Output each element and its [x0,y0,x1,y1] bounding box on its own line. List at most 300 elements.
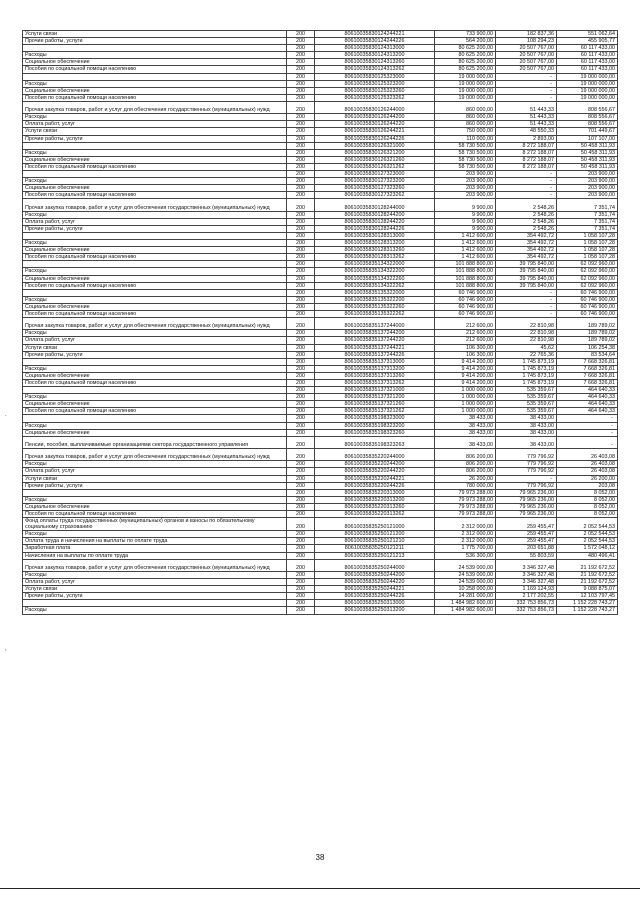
row-kbk-cell: 80610035835134322200 [315,268,435,275]
row-plan-cell: 806 200,00 [435,468,496,475]
row-kbk-cell: 80610035830124244221 [315,31,435,38]
row-code-cell: 200 [287,135,315,142]
row-code-cell: 200 [287,496,315,503]
table-body [23,31,618,615]
row-kbk-cell: 80610035835137321262 [315,408,435,415]
row-plan-cell: 1 484 982 600,00 [435,600,496,607]
row-code-cell: 200 [287,380,315,387]
row-name-cell: Пособия по социальной помощи населению [23,310,287,317]
table-row [23,121,618,128]
row-plan-cell: 203 900,00 [435,192,496,199]
row-name-cell: Начисления на выплаты по оплате труда [23,552,287,559]
row-kbk-cell: 80610035830128313262 [315,254,435,261]
row-rest-cell: 808 556,67 [557,114,618,121]
table-row [23,128,618,135]
row-done-cell: 51 443,33 [496,101,557,113]
table-row [23,365,618,372]
row-rest-cell: 60 746 900,00 [557,303,618,310]
table-row [23,185,618,192]
table-row [23,607,618,614]
row-rest-cell: 455 905,77 [557,38,618,45]
row-rest-cell: 7 351,74 [557,218,618,225]
row-done-cell: 38 433,00 [496,429,557,436]
row-done-cell: 259 455,47 [496,531,557,538]
row-name-cell: Расходы [23,461,287,468]
row-code-cell: 200 [287,365,315,372]
row-plan-cell: 1 412 600,00 [435,240,496,247]
row-code-cell: 200 [287,101,315,113]
table-row [23,225,618,232]
row-code-cell: 200 [287,199,315,211]
row-kbk-cell: 80610035830128313260 [315,247,435,254]
row-code-cell: 200 [287,261,315,268]
row-rest-cell: 1 058 107,28 [557,240,618,247]
row-done-cell: 79 965 236,00 [496,489,557,496]
row-name-cell: Социальное обеспечение [23,429,287,436]
row-name-cell: Оплата труда и начисления на выплаты по оплате труда [23,538,287,545]
row-rest-cell: 203,08 [557,482,618,489]
row-name-cell: Расходы [23,211,287,218]
row-done-cell: 79 965 236,00 [496,496,557,503]
table-row [23,156,618,163]
row-plan-cell: 24 539 000,00 [435,571,496,578]
row-code-cell: 200 [287,518,315,531]
row-code-cell: 200 [287,178,315,185]
row-code-cell: 200 [287,344,315,351]
row-rest-cell: 60 746 900,00 [557,289,618,296]
row-name-cell: Расходы [23,240,287,247]
row-plan-cell: 203 900,00 [435,178,496,185]
row-plan-cell: 79 973 288,00 [435,511,496,518]
row-plan-cell: 806 200,00 [435,449,496,461]
row-kbk-cell: 80610035835250121200 [315,531,435,538]
row-code-cell: 200 [287,275,315,282]
row-rest-cell: 19 000 000,00 [557,80,618,87]
row-code-cell: 200 [287,114,315,121]
row-name-cell: Расходы [23,365,287,372]
row-rest-cell: 7 668 326,81 [557,380,618,387]
row-kbk-cell: 80610035835250244221 [315,586,435,593]
table-row [23,310,618,317]
table-row [23,142,618,149]
row-done-cell: 259 455,47 [496,518,557,531]
row-kbk-cell: 80610035830127323200 [315,178,435,185]
row-done-cell: 535 359,67 [496,401,557,408]
table-row [23,538,618,545]
row-kbk-cell: 80610035830124313262 [315,66,435,73]
row-kbk-cell: 80610035835198323260 [315,429,435,436]
row-done-cell: 3 346 327,48 [496,559,557,571]
row-code-cell: 200 [287,128,315,135]
row-done-cell: 108 294,23 [496,38,557,45]
table-row [23,66,618,73]
row-done-cell: 8 272 188,07 [496,142,557,149]
row-done-cell: 1 745 873,19 [496,358,557,365]
row-name-cell [23,170,287,177]
row-plan-cell: 14 281 000,00 [435,593,496,600]
row-kbk-cell: 80610035835250313000 [315,600,435,607]
row-code-cell: 200 [287,268,315,275]
table-row [23,579,618,586]
table-row [23,135,618,142]
row-rest-cell: 203 900,00 [557,185,618,192]
table-row [23,296,618,303]
row-name-cell: Оплата работ, услуг [23,121,287,128]
row-done-cell: 1 745 873,19 [496,380,557,387]
row-kbk-cell: 80610035835198323263 [315,436,435,448]
row-done-cell: 535 359,67 [496,408,557,415]
row-done-cell: 51 443,33 [496,121,557,128]
row-plan-cell: 9 900,00 [435,218,496,225]
row-kbk-cell: 80610035835135322260 [315,303,435,310]
row-done-cell: 354 492,72 [496,232,557,239]
row-rest-cell: 19 000 000,00 [557,87,618,94]
row-code-cell: 200 [287,52,315,59]
row-name-cell: Расходы [23,330,287,337]
row-code-cell: 200 [287,282,315,289]
row-done-cell: 51 443,33 [496,114,557,121]
row-rest-cell: 60 117 433,00 [557,52,618,59]
row-name-cell: Расходы [23,114,287,121]
row-kbk-cell: 80610035835134322000 [315,261,435,268]
row-done-cell: 535 359,67 [496,394,557,401]
row-done-cell: 779 796,92 [496,461,557,468]
table-row [23,489,618,496]
row-name-cell: Пособия по социальной помощи населению [23,66,287,73]
row-done-cell: - [496,296,557,303]
table-row [23,559,618,571]
table-row [23,247,618,254]
row-rest-cell: 7 351,74 [557,211,618,218]
row-code-cell: 200 [287,511,315,518]
table-row [23,59,618,66]
row-rest-cell: 7 668 326,81 [557,358,618,365]
row-plan-cell: 1 412 600,00 [435,247,496,254]
row-name-cell: Прочая закупка товаров, работ и услуг для обеспечения государственных (муниципальных) нужд [23,449,287,461]
row-done-cell: 22 810,98 [496,337,557,344]
row-code-cell: 200 [287,545,315,552]
row-code-cell: 200 [287,415,315,422]
row-name-cell: Оплата работ, услуг [23,579,287,586]
row-code-cell: 200 [287,254,315,261]
row-code-cell: 200 [287,310,315,317]
row-done-cell: 2 177 202,55 [496,593,557,600]
row-rest-cell: 8 052,00 [557,489,618,496]
row-code-cell: 200 [287,482,315,489]
row-name-cell [23,387,287,394]
table-row [23,586,618,593]
row-name-cell [23,358,287,365]
row-plan-cell: 19 000 000,00 [435,73,496,80]
table-row [23,163,618,170]
row-kbk-cell: 80610035835220244221 [315,475,435,482]
table-row [23,268,618,275]
page-number: 38 [315,853,325,862]
row-name-cell: Прочие работы, услуги [23,225,287,232]
table-row [23,394,618,401]
row-rest-cell: 62 092 960,00 [557,261,618,268]
row-plan-cell: 80 625 200,00 [435,45,496,52]
row-done-cell: 39 795 840,00 [496,261,557,268]
row-rest-cell: 203 900,00 [557,178,618,185]
row-plan-cell: 9 414 200,00 [435,372,496,379]
row-code-cell: 200 [287,296,315,303]
table-row [23,415,618,422]
row-code-cell: 200 [287,185,315,192]
row-code-cell: 200 [287,607,315,614]
row-plan-cell: 101 888 800,00 [435,275,496,282]
table-row [23,261,618,268]
row-name-cell: Пенсии, пособия, выплачиваемые организациями сектора государственного управления [23,436,287,448]
row-name-cell: Пособия по социальной помощи населению [23,94,287,101]
row-name-cell: Расходы [23,394,287,401]
row-name-cell [23,261,287,268]
row-code-cell: 200 [287,422,315,429]
table-row [23,149,618,156]
row-plan-cell: 212 600,00 [435,330,496,337]
row-rest-cell: 107 107,00 [557,135,618,142]
row-done-cell: 779 796,92 [496,449,557,461]
row-kbk-cell: 80610035830125323260 [315,87,435,94]
row-done-cell: 38 433,00 [496,422,557,429]
row-done-cell: - [496,303,557,310]
row-code-cell: 200 [287,303,315,310]
row-rest-cell: 464 640,33 [557,401,618,408]
table-row [23,600,618,607]
row-rest-cell: 21 192 672,52 [557,579,618,586]
row-plan-cell: 9 414 200,00 [435,380,496,387]
row-kbk-cell: 80610035835137321000 [315,387,435,394]
row-rest-cell: 1 058 107,28 [557,247,618,254]
row-rest-cell: 19 000 000,00 [557,73,618,80]
row-name-cell: Прочие работы, услуги [23,351,287,358]
table-row [23,387,618,394]
row-plan-cell: 60 746 900,00 [435,289,496,296]
row-plan-cell: 203 900,00 [435,170,496,177]
row-code-cell: 200 [287,38,315,45]
row-kbk-cell: 80610035835250244220 [315,579,435,586]
row-name-cell: Прочие работы, услуги [23,38,287,45]
row-code-cell: 200 [287,358,315,365]
row-done-cell: 22 810,98 [496,330,557,337]
row-done-cell: 20 507 767,00 [496,45,557,52]
row-kbk-cell: 80610035835250121000 [315,518,435,531]
row-code-cell: 200 [287,149,315,156]
row-code-cell: 200 [287,31,315,38]
row-name-cell: Расходы [23,80,287,87]
row-code-cell: 200 [287,247,315,254]
row-done-cell: 2 548,26 [496,225,557,232]
table-row [23,571,618,578]
row-name-cell: Расходы [23,296,287,303]
row-plan-cell: 101 888 800,00 [435,261,496,268]
row-code-cell: 200 [287,387,315,394]
row-kbk-cell: 80610035830128244000 [315,199,435,211]
row-name-cell: Расходы [23,422,287,429]
row-kbk-cell: 80610035835137244220 [315,337,435,344]
row-plan-cell: 79 973 288,00 [435,489,496,496]
row-rest-cell: 50 458 311,93 [557,142,618,149]
table-row [23,436,618,448]
row-plan-cell: 1 000 000,00 [435,394,496,401]
row-plan-cell: 212 600,00 [435,337,496,344]
row-name-cell [23,415,287,422]
row-kbk-cell: 80610035835137313260 [315,372,435,379]
row-name-cell: Прочая закупка товаров, работ и услуг для обеспечения государственных (муниципальных) нужд [23,318,287,330]
table-row [23,178,618,185]
row-rest-cell: 551 062,64 [557,31,618,38]
row-name-cell [23,232,287,239]
table-row [23,518,618,531]
row-rest-cell: 50 458 311,93 [557,156,618,163]
row-name-cell: Расходы [23,531,287,538]
table-row [23,429,618,436]
row-name-cell: Оплата работ, услуг [23,218,287,225]
table-row [23,372,618,379]
row-kbk-cell: 80610035835220313000 [315,489,435,496]
row-rest-cell: 60 117 433,00 [557,45,618,52]
row-kbk-cell: 80610035830126321200 [315,149,435,156]
row-done-cell: 8 272 188,07 [496,156,557,163]
row-kbk-cell: 80610035830128244220 [315,218,435,225]
row-name-cell: Социальное обеспечение [23,401,287,408]
row-done-cell: 39 795 840,00 [496,282,557,289]
row-done-cell: 332 753 856,73 [496,600,557,607]
row-rest-cell: - [557,415,618,422]
row-plan-cell: 2 312 000,00 [435,531,496,538]
row-done-cell: 20 507 767,00 [496,59,557,66]
row-done-cell: 354 492,72 [496,254,557,261]
page-edge-line [0,888,640,889]
row-done-cell: 354 492,72 [496,240,557,247]
row-kbk-cell: 80610035830126321000 [315,142,435,149]
row-kbk-cell: 80610035835220244200 [315,461,435,468]
table-row [23,80,618,87]
row-done-cell: 45,62 [496,344,557,351]
row-done-cell: 779 796,92 [496,468,557,475]
row-plan-cell: 101 888 800,00 [435,268,496,275]
row-name-cell [23,600,287,607]
row-done-cell: 2 893,00 [496,135,557,142]
row-done-cell: 22 810,98 [496,318,557,330]
row-kbk-cell: 80610035830125323262 [315,94,435,101]
row-kbk-cell: 80610035830126321262 [315,163,435,170]
row-done-cell: - [496,178,557,185]
row-kbk-cell: 80610035835250121211 [315,545,435,552]
row-rest-cell: 26 200,00 [557,475,618,482]
row-done-cell: 1 745 873,19 [496,372,557,379]
row-plan-cell: 1 775 700,00 [435,545,496,552]
row-rest-cell: 26 403,08 [557,468,618,475]
row-rest-cell: 480 496,41 [557,552,618,559]
table-row [23,254,618,261]
row-rest-cell: 189 789,02 [557,318,618,330]
row-kbk-cell: 80610035835134322262 [315,282,435,289]
row-kbk-cell: 80610035835137321200 [315,394,435,401]
row-kbk-cell: 80610035835220244226 [315,482,435,489]
row-code-cell: 200 [287,571,315,578]
row-done-cell: - [496,475,557,482]
row-done-cell: 182 837,36 [496,31,557,38]
row-code-cell: 200 [287,73,315,80]
row-done-cell: 55 803,59 [496,552,557,559]
row-done-cell: 535 359,67 [496,387,557,394]
row-kbk-cell: 80610035835134322260 [315,275,435,282]
row-name-cell: Пособия по социальной помощи населению [23,282,287,289]
row-code-cell: 200 [287,94,315,101]
row-done-cell: - [496,73,557,80]
row-plan-cell: 110 000,00 [435,135,496,142]
row-kbk-cell: 80610035835135322200 [315,296,435,303]
row-name-cell [23,73,287,80]
row-kbk-cell: 80610035835135322000 [315,289,435,296]
table-row [23,468,618,475]
row-name-cell: Услуги связи [23,31,287,38]
row-code-cell: 200 [287,429,315,436]
row-plan-cell: 60 746 900,00 [435,296,496,303]
row-code-cell: 200 [287,80,315,87]
table-row [23,401,618,408]
table-row [23,358,618,365]
row-name-cell: Пособия по социальной помощи населению [23,408,287,415]
row-kbk-cell: 80610035835250244000 [315,559,435,571]
table-row [23,101,618,113]
row-kbk-cell: 80610035835250244200 [315,571,435,578]
row-rest-cell: 8 052,00 [557,511,618,518]
table-row [23,275,618,282]
row-code-cell: 200 [287,351,315,358]
row-code-cell: 200 [287,337,315,344]
row-done-cell: 779 796,92 [496,482,557,489]
row-code-cell: 200 [287,45,315,52]
row-code-cell: 200 [287,87,315,94]
row-code-cell: 200 [287,586,315,593]
row-done-cell: 3 346 327,48 [496,571,557,578]
row-plan-cell: 9 414 200,00 [435,358,496,365]
table-row [23,170,618,177]
row-plan-cell: 9 900,00 [435,225,496,232]
row-kbk-cell: 80610035830128313000 [315,232,435,239]
table-row [23,449,618,461]
row-name-cell: Социальное обеспечение [23,156,287,163]
row-rest-cell: 2 052 544,53 [557,531,618,538]
row-done-cell: - [496,94,557,101]
row-plan-cell: 2 312 000,00 [435,518,496,531]
row-name-cell: Расходы [23,149,287,156]
row-code-cell: 200 [287,170,315,177]
row-rest-cell: 1 152 228 743,27 [557,607,618,614]
row-kbk-cell: 80610035835220244220 [315,468,435,475]
table-row [23,289,618,296]
row-kbk-cell: 80610035830128313200 [315,240,435,247]
row-plan-cell: 212 600,00 [435,318,496,330]
row-done-cell: 1 745 873,19 [496,365,557,372]
row-plan-cell: 58 730 500,00 [435,142,496,149]
row-name-cell: Оплата работ, услуг [23,468,287,475]
row-kbk-cell: 80610035830126244221 [315,128,435,135]
row-done-cell: 203 651,88 [496,545,557,552]
row-code-cell: 200 [287,408,315,415]
row-code-cell: 200 [287,59,315,66]
table-row [23,38,618,45]
row-kbk-cell: 80610035835250244226 [315,593,435,600]
row-done-cell: - [496,289,557,296]
row-plan-cell: 9 900,00 [435,199,496,211]
row-rest-cell: 60 746 900,00 [557,296,618,303]
row-rest-cell: 62 092 960,00 [557,275,618,282]
row-name-cell: Фонд оплаты труда государственных (муниципальных) органов и взносы по обязательному социальному страхованию [23,518,287,531]
row-kbk-cell: 80610035830126244000 [315,101,435,113]
